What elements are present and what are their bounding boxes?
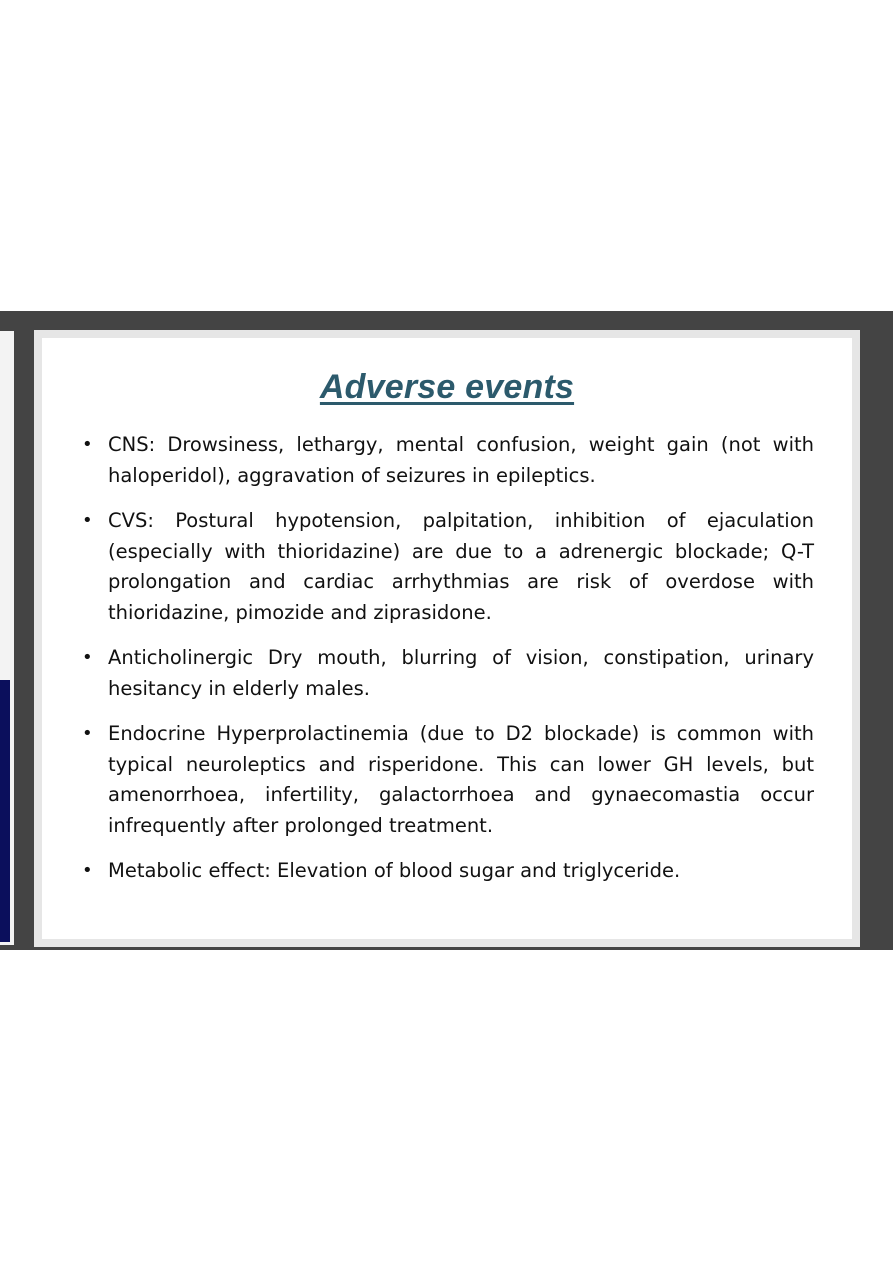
bullet-item-endocrine <box>74 719 814 841</box>
slide-title: Adverse events <box>319 368 575 406</box>
bullet-text: CVS: Postural hypotension, palpitation, inhibition of ejaculation (especially with thioridazine) are due to a adrenergic blockade; Q-T prolongation and cardiac arrhythmias are risk of overdose with thioridazine, pimozide and ziprasidone. <box>108 509 814 624</box>
bullet-item-anticholinergic <box>74 643 814 704</box>
bullet-icon: • <box>82 510 93 531</box>
bullet-icon: • <box>82 434 93 455</box>
bullet-item-metabolic <box>74 856 814 887</box>
bullet-text: Anticholinergic Dry mouth, blurring of vision, constipation, urinary hesitancy in elderly males. <box>108 646 814 700</box>
bullet-text: CNS: Drowsiness, lethargy, mental confusion, weight gain (not with haloperidol), aggravation of seizures in epileptics. <box>108 433 814 487</box>
bullet-text: Metabolic effect: Elevation of blood sugar and triglyceride. <box>108 859 681 882</box>
bullet-icon: • <box>82 647 93 668</box>
bullet-icon: • <box>82 860 93 881</box>
current-slide <box>34 330 860 947</box>
bullet-text: Endocrine Hyperprolactinemia (due to D2 blockade) is common with typical neuroleptics and risperidone. This can lower GH levels, but amenorrhoea, infertility, galactorrhoea and gynaecomastia occur infrequently after prolonged treatment. <box>108 722 814 837</box>
bullet-icon: • <box>82 723 93 744</box>
previous-slide-accent <box>0 680 10 942</box>
slide-content <box>42 338 852 939</box>
bullet-list <box>74 430 814 902</box>
bullet-item-cns <box>74 430 814 491</box>
bullet-item-cvs <box>74 506 814 628</box>
